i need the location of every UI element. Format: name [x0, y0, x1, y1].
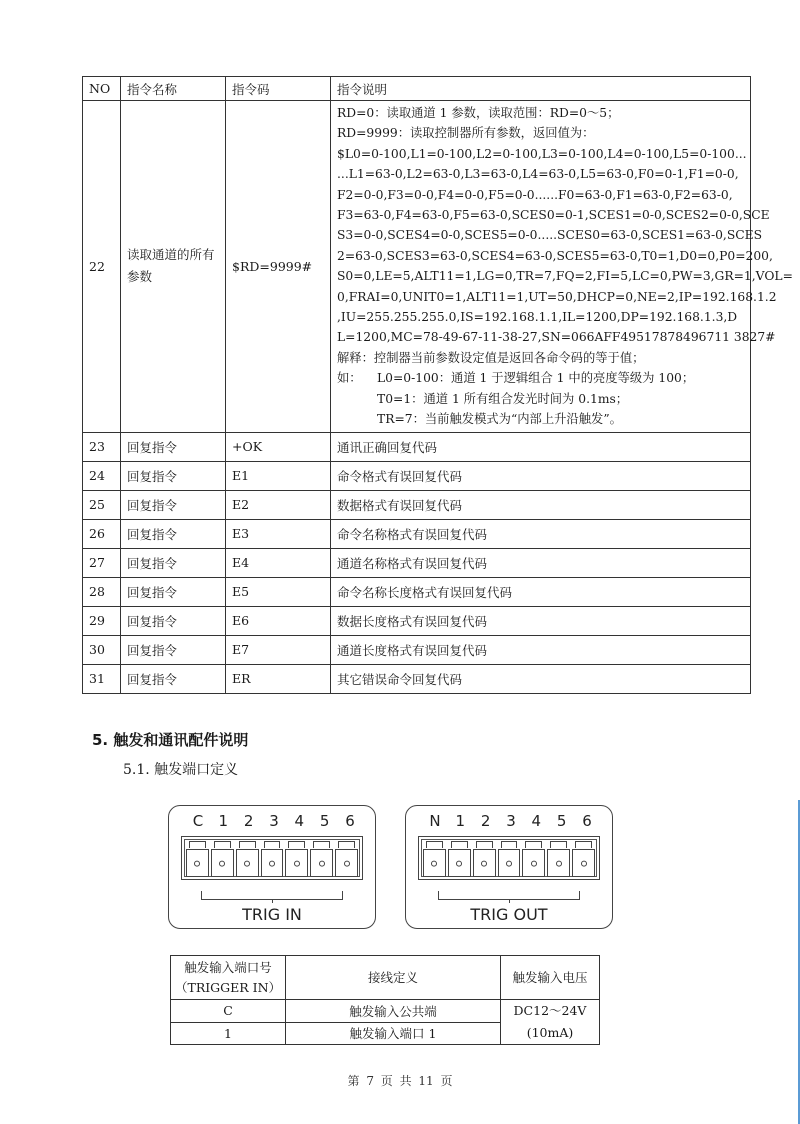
- example-text: L0=0-100：通道 1 于逻辑组合 1 中的亮度等级为 100；: [377, 371, 695, 386]
- voltage-line2: (10mA): [526, 1025, 574, 1040]
- table-row: [83, 635, 751, 664]
- cell-no: 23: [83, 432, 121, 461]
- header-port: [171, 956, 286, 1000]
- desc-line: F3=63-0,F4=63-0,F5=63-0,SCES0=0-1,SCES1=0-0,SCES2=0-0,SCE: [337, 208, 770, 223]
- trigger-table-header: [171, 956, 600, 1000]
- cell-code: E6: [226, 606, 331, 635]
- trig-out-label: TRIG OUT: [470, 905, 548, 924]
- header-no: NO: [83, 77, 121, 101]
- pin-label: 3: [269, 812, 279, 830]
- example-line: TR=7：当前触发模式为“内部上升沿触发”。: [377, 412, 622, 427]
- table-row: [83, 606, 751, 635]
- cell-desc: 其它错误命令回复代码: [331, 664, 751, 693]
- terminal-pin: [285, 849, 308, 877]
- pin-label: 1: [455, 812, 466, 830]
- terminal-block: [181, 836, 363, 880]
- table-row: [83, 461, 751, 490]
- pin-label: 4: [294, 812, 305, 830]
- cell-code: ER: [226, 664, 331, 693]
- cell-name: 回复指令: [121, 606, 226, 635]
- cell-port: C: [171, 1000, 286, 1023]
- table-row: [171, 1000, 600, 1023]
- pin-label: 6: [345, 812, 355, 830]
- cell-desc: 数据格式有误回复代码: [331, 490, 751, 519]
- pin-label: N: [429, 812, 441, 830]
- cell-desc: 数据长度格式有误回复代码: [331, 606, 751, 635]
- terminal-pin: [335, 849, 358, 877]
- pin-label: 3: [506, 812, 516, 830]
- pin-label: C: [192, 812, 204, 830]
- terminal-pin: [473, 849, 496, 877]
- desc-line: ...L1=63-0,L2=63-0,L3=63-0,L4=63-0,L5=63-0,F0=0-1,F1=0-0,: [337, 167, 739, 182]
- desc-line: F2=0-0,F3=0-0,F4=0-0,F5=0-0......F0=63-0,F1=63-0,F2=63-0,: [337, 187, 733, 202]
- command-table-header: [83, 77, 751, 101]
- bracket-line: [438, 891, 580, 900]
- cell-name: 回复指令: [121, 432, 226, 461]
- terminal-pin: [186, 849, 209, 877]
- cell-no: 28: [83, 577, 121, 606]
- example-label: 如：: [337, 371, 362, 386]
- desc-line: 解释：控制器当前参数设定值是返回各命令码的等于值；: [337, 350, 645, 365]
- terminal-pin: [498, 849, 521, 877]
- cell-def: 触发输入公共端: [286, 1000, 501, 1023]
- desc-line: L=1200,MC=78-49-67-11-38-27,SN=066AFF49517878496711 3827#: [337, 330, 776, 345]
- cell-name: 读取通道的所有参数: [121, 101, 226, 433]
- terminal-pin: [522, 849, 545, 877]
- cell-code: E7: [226, 635, 331, 664]
- pin-labels: [424, 812, 598, 830]
- cell-code: E3: [226, 519, 331, 548]
- terminal-pin: [448, 849, 471, 877]
- page-footer: 第 7 页 共 11 页: [347, 1074, 453, 1088]
- cell-def: 触发输入端口 1: [286, 1022, 501, 1045]
- header-name: 指令名称: [121, 77, 226, 101]
- trigger-port-table: [170, 955, 600, 1045]
- terminal-pin: [572, 849, 595, 877]
- reply-rows: [83, 432, 751, 693]
- terminal-pin: [236, 849, 259, 877]
- header-port-line1: 触发输入端口号: [184, 959, 272, 975]
- example-line: T0=1：通道 1 所有组合发光时间为 0.1ms；: [377, 391, 629, 406]
- pin-label: 4: [531, 812, 542, 830]
- table-row-22: [83, 101, 751, 433]
- cell-voltage: [501, 1000, 600, 1045]
- pin-label: 6: [582, 812, 592, 830]
- header-voltage: 触发输入电压: [501, 956, 600, 1000]
- cell-code: E5: [226, 577, 331, 606]
- desc-line: RD=0：读取通道 1 参数，读取范围：RD=0～5；: [337, 106, 620, 120]
- cell-name: 回复指令: [121, 664, 226, 693]
- cell-code: E2: [226, 490, 331, 519]
- table-row: [83, 432, 751, 461]
- cell-code: +OK: [226, 432, 331, 461]
- desc-line: RD=9999：读取控制器所有参数，返回值为：: [337, 126, 595, 141]
- header-code: 指令码: [226, 77, 331, 101]
- pin-label: 1: [218, 812, 229, 830]
- example-line: [337, 368, 744, 388]
- cell-code: E1: [226, 461, 331, 490]
- pin-label: 5: [319, 812, 330, 830]
- terminal-pin: [261, 849, 284, 877]
- command-table: [82, 76, 793, 694]
- terminal-pin: [423, 849, 446, 877]
- cell-port: 1: [171, 1022, 286, 1045]
- table-row: [83, 519, 751, 548]
- desc-line: 2=63-0,SCES3=63-0,SCES4=63-0,SCES5=63-0,T0=1,D0=0,P0=200,: [337, 248, 773, 263]
- cell-name: 回复指令: [121, 548, 226, 577]
- cell-desc: 命令名称长度格式有误回复代码: [331, 577, 751, 606]
- terminal-pin: [211, 849, 234, 877]
- cell-no: 25: [83, 490, 121, 519]
- trig-in-connector-diagram: [168, 805, 376, 929]
- trig-in-label: TRIG IN: [242, 905, 302, 924]
- terminal-pin: [547, 849, 570, 877]
- cell-name: 回复指令: [121, 519, 226, 548]
- table-row: [83, 577, 751, 606]
- header-desc: 指令说明: [331, 77, 751, 101]
- cell-name: 回复指令: [121, 461, 226, 490]
- pin-label: 2: [480, 812, 491, 830]
- cell-desc: 通讯正确回复代码: [331, 432, 751, 461]
- cell-no: 31: [83, 664, 121, 693]
- cell-desc: 通道名称格式有误回复代码: [331, 548, 751, 577]
- terminal-block: [418, 836, 600, 880]
- subsection-heading: 5.1. 触发端口定义: [123, 762, 239, 778]
- cell-desc: 通道长度格式有误回复代码: [331, 635, 751, 664]
- table-row: [83, 548, 751, 577]
- table-row: [83, 490, 751, 519]
- desc-line: 0,FRAI=0,UNIT0=1,ALT11=1,UT=50,DHCP=0,NE=2,IP=192.168.1.2: [337, 289, 777, 304]
- cell-name: 回复指令: [121, 490, 226, 519]
- header-port-line2: （TRIGGER IN）: [175, 979, 282, 995]
- cell-no: 24: [83, 461, 121, 490]
- voltage-line1: DC12～24V: [513, 1003, 587, 1018]
- cell-no: 27: [83, 548, 121, 577]
- cell-no: 30: [83, 635, 121, 664]
- terminal-pin: [310, 849, 333, 877]
- cell-desc: [331, 101, 793, 433]
- pin-labels: [187, 812, 361, 830]
- trig-out-connector-diagram: [405, 805, 613, 929]
- pin-label: 2: [243, 812, 254, 830]
- bracket-line: [201, 891, 343, 900]
- desc-line: S0=0,LE=5,ALT11=1,LG=0,TR=7,FQ=2,FI=5,LC=0,PW=3,GR=1,VOL=: [337, 269, 793, 284]
- cell-desc: 命令格式有误回复代码: [331, 461, 751, 490]
- cell-name: 回复指令: [121, 577, 226, 606]
- cell-code: $RD=9999#: [226, 101, 331, 433]
- cell-code: E4: [226, 548, 331, 577]
- desc-line: S3=0-0,SCES4=0-0,SCES5=0-0.....SCES0=63-0,SCES1=63-0,SCES: [337, 228, 763, 243]
- desc-line: $L0=0-100,L1=0-100,L2=0-100,L3=0-100,L4=0-100,L5=0-100...: [337, 146, 747, 161]
- table-row: [83, 664, 751, 693]
- cell-no: 22: [83, 101, 121, 433]
- cell-no: 26: [83, 519, 121, 548]
- header-def: 接线定义: [286, 956, 501, 1000]
- cell-name: 回复指令: [121, 635, 226, 664]
- section-heading: 5. 触发和通讯配件说明: [92, 731, 249, 749]
- desc-line: ,IU=255.255.255.0,IS=192.168.1.1,IL=1200,DP=192.168.1.3,D: [337, 310, 738, 325]
- cell-no: 29: [83, 606, 121, 635]
- cell-desc: 命令名称格式有误回复代码: [331, 519, 751, 548]
- pin-label: 5: [556, 812, 567, 830]
